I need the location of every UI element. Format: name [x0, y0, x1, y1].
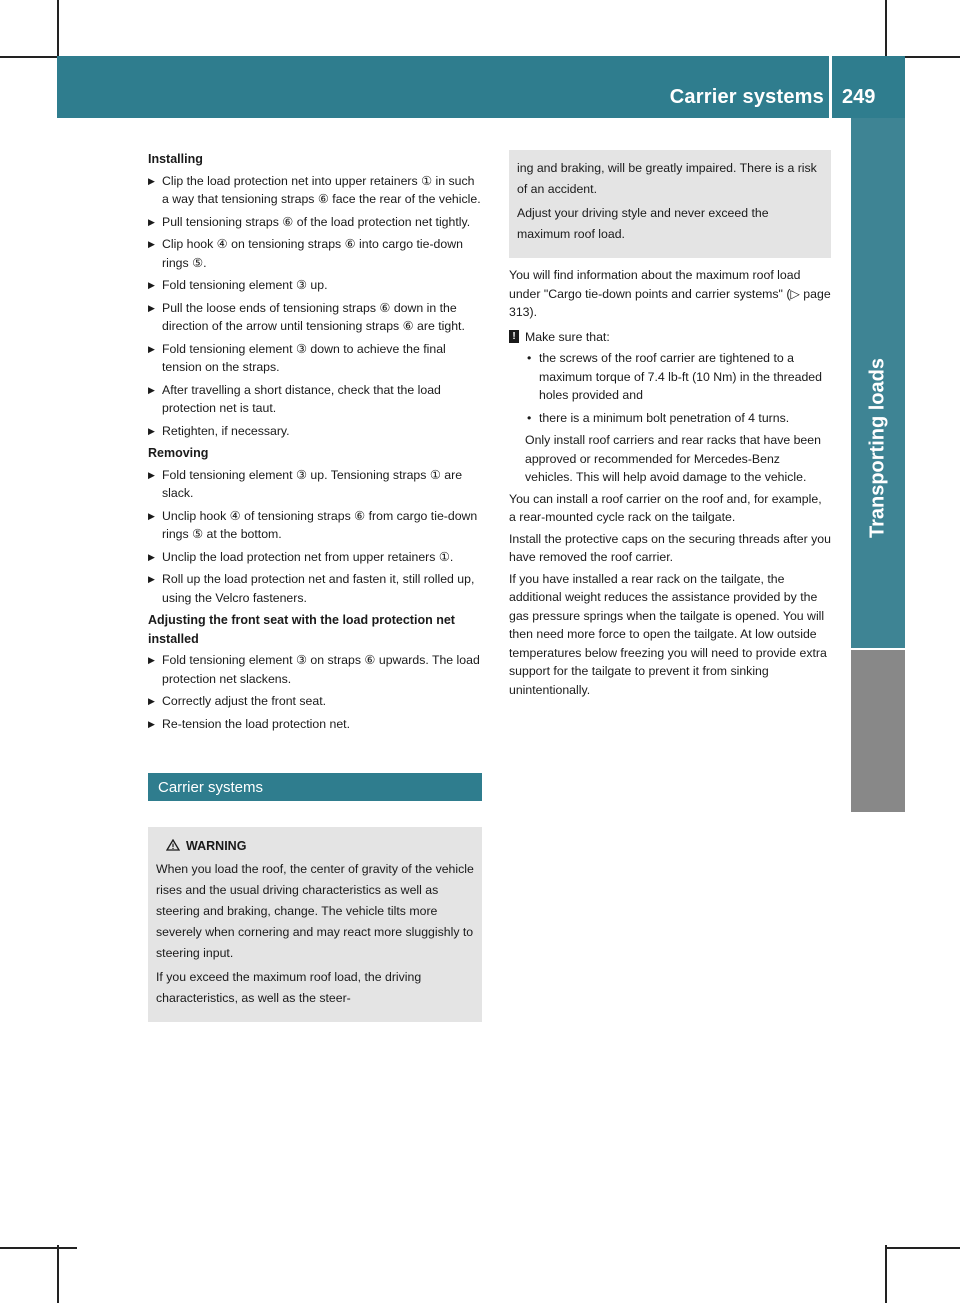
side-tab-marker: [851, 650, 905, 812]
instruction-step: ▶ Pull tensioning straps ⑥ of the load protection net tightly.: [148, 213, 482, 232]
section-title: Carrier systems: [148, 773, 482, 801]
warning-text: When you load the roof, the center of gravity of the vehicle rises and the usual driving characteristics as well as steering and braking, change. The vehicle tilts more severely when cornering and may react more sluggishly to steering input.: [156, 862, 474, 960]
left-column: [148, 150, 482, 1022]
instruction-step: ▶ Fold tensioning element ③ up.: [148, 276, 482, 295]
note-block: [509, 328, 831, 487]
list-item: • the screws of the roof carrier are tightened to a maximum torque of 7.4 lb-ft (10 Nm) in the threaded holes provided and: [525, 349, 831, 405]
instruction-step: ▶ Unclip the load protection net from upper retainers ①.: [148, 548, 482, 567]
warning-heading: [156, 837, 474, 855]
warning-box: [148, 827, 482, 1022]
crop-mark: [57, 1245, 59, 1303]
instruction-step: ▶ Re-tension the load protection net.: [148, 715, 482, 734]
note-icon: !: [509, 330, 519, 343]
adjusting-heading: Adjusting the front seat with the load protection net installed: [148, 613, 455, 646]
instruction-step: ▶ After travelling a short distance, check that the load protection net is taut.: [148, 381, 482, 418]
warning-text: Adjust your driving style and never exceed the maximum roof load.: [517, 206, 769, 241]
instruction-step: ▶ Clip the load protection net into upper retainers ① in such a way that tensioning straps ⑥ face the rear of the vehicle.: [148, 172, 482, 209]
header-separator: [829, 56, 832, 118]
warning-text: ing and braking, will be greatly impaired. There is a risk of an accident.: [517, 161, 817, 196]
note-paragraph: Only install roof carriers and rear racks that have been approved or recommended for Mercedes-Benz vehicles. This will help avoid damage to the vehicle.: [525, 433, 821, 484]
side-tab-label: Transporting loads: [866, 357, 889, 539]
crop-mark: [885, 0, 887, 56]
crop-mark: [57, 0, 59, 56]
crop-mark: [905, 56, 960, 58]
removing-heading: Removing: [148, 446, 209, 460]
installing-heading: Installing: [148, 152, 203, 166]
page-number: 249: [842, 86, 876, 108]
body-paragraph: Install the protective caps on the securing threads after you have removed the roof carrier.: [509, 531, 831, 564]
body-paragraph: You can install a roof carrier on the roof and, for example, a rear-mounted cycle rack on the tailgate.: [509, 491, 822, 524]
instruction-step: ▶ Fold tensioning element ③ up. Tensioning straps ① are slack.: [148, 466, 482, 503]
instruction-step: ▶ Fold tensioning element ③ on straps ⑥ upwards. The load protection net slackens.: [148, 651, 482, 688]
note-intro: Make sure that:: [525, 329, 610, 344]
instruction-step: ▶ Correctly adjust the front seat.: [148, 692, 482, 711]
warning-title: WARNING: [186, 839, 247, 853]
info-paragraph: You will find information about the maximum roof load under "Cargo tie-down points and carrier systems" (▷ page 313).: [509, 268, 831, 319]
instruction-step: ▶ Pull the loose ends of tensioning straps ⑥ down in the direction of the arrow until tensioning straps ⑥ are tight.: [148, 299, 482, 336]
side-tab: [851, 118, 905, 1138]
page-title: Carrier systems: [669, 86, 824, 108]
instruction-step: ▶ Clip hook ④ on tensioning straps ⑥ into cargo tie-down rings ⑤.: [148, 235, 482, 272]
warning-triangle-icon: [166, 839, 180, 851]
crop-mark: [885, 1245, 887, 1303]
crop-mark: [0, 56, 57, 58]
body-paragraph: If you have installed a rear rack on the tailgate, the additional weight reduces the assistance provided by the gas pressure springs when the tailgate is opened. You will then need more force to open the tailgate. At low outside temperatures below freezing you will need to provide extra support for the tailgate to prevent it from sinking unintentionally.: [509, 571, 827, 697]
warning-text: If you exceed the maximum roof load, the driving characteristics, as well as the steer-: [156, 970, 422, 1005]
list-item: • there is a minimum bolt penetration of 4 turns.: [525, 409, 831, 428]
instruction-step: ▶ Roll up the load protection net and fasten it, still rolled up, using the Velcro fasteners.: [148, 570, 482, 607]
crop-mark: [0, 1247, 77, 1249]
instruction-step: ▶ Retighten, if necessary.: [148, 422, 482, 441]
instruction-step: ▶ Fold tensioning element ③ down to achieve the final tension on the straps.: [148, 340, 482, 377]
crop-mark: [885, 1247, 960, 1249]
instruction-step: ▶ Unclip hook ④ of tensioning straps ⑥ from cargo tie-down rings ⑤ at the bottom.: [148, 507, 482, 544]
warning-box-continued: [509, 150, 831, 258]
right-column: [509, 150, 831, 702]
